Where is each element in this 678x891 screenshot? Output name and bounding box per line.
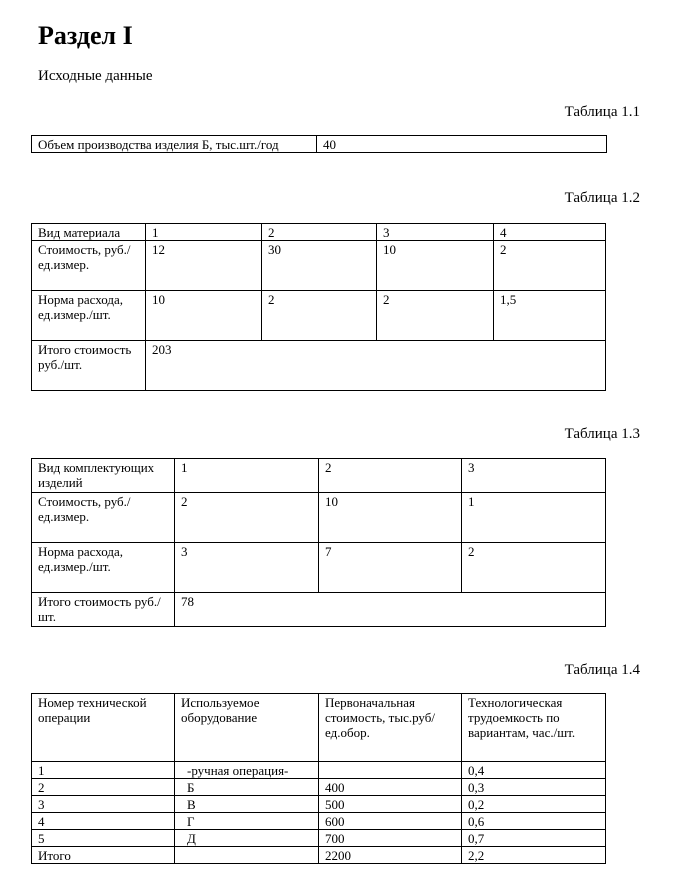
total-labor: 2,2 bbox=[462, 847, 606, 864]
table-cell: 2 bbox=[262, 291, 377, 341]
header-initial-cost: Первоначальная стоимость, тыс.руб/ед.обор. bbox=[319, 694, 462, 762]
row-label: Вид комплектующих изделий bbox=[32, 459, 175, 493]
header-labor-intensity: Технологическая трудоемкость по вариантам, час./шт. bbox=[462, 694, 606, 762]
table-cell: 1 bbox=[146, 224, 262, 241]
row-label: Стоимость, руб./ед.измер. bbox=[32, 493, 175, 543]
total-label: Итого стоимость руб./шт. bbox=[32, 341, 146, 391]
table-row bbox=[32, 459, 606, 493]
table-cell: 30 bbox=[262, 241, 377, 291]
table-row bbox=[32, 796, 606, 813]
section-title: Раздел I bbox=[38, 21, 133, 50]
table-cell: 3 bbox=[175, 543, 319, 593]
initial-cost: 500 bbox=[319, 796, 462, 813]
operation-number: 2 bbox=[32, 779, 175, 796]
table-row bbox=[32, 779, 606, 796]
operation-number: 1 bbox=[32, 762, 175, 779]
production-volume-value: 40 bbox=[317, 136, 607, 153]
initial-cost bbox=[319, 762, 462, 779]
row-label: Норма расхода, ед.измер./шт. bbox=[32, 291, 146, 341]
table-row bbox=[32, 136, 607, 153]
header-equipment: Используемое оборудование bbox=[175, 694, 319, 762]
table-row bbox=[32, 241, 606, 291]
table-cell: 7 bbox=[319, 543, 462, 593]
labor-intensity: 0,4 bbox=[462, 762, 606, 779]
table-cell: 1,5 bbox=[494, 291, 606, 341]
operation-number: 4 bbox=[32, 813, 175, 830]
row-label: Вид материала bbox=[32, 224, 146, 241]
table-1-4-caption: Таблица 1.4 bbox=[564, 662, 640, 678]
table-1-4 bbox=[31, 693, 606, 864]
table-1-3-caption: Таблица 1.3 bbox=[564, 426, 640, 442]
table-1-1 bbox=[31, 135, 607, 153]
table-row bbox=[32, 830, 606, 847]
operation-number: 5 bbox=[32, 830, 175, 847]
table-cell: 2 bbox=[462, 543, 606, 593]
equipment: Б bbox=[175, 779, 319, 796]
table-row bbox=[32, 224, 606, 241]
equipment: В bbox=[175, 796, 319, 813]
initial-cost: 400 bbox=[319, 779, 462, 796]
table-row bbox=[32, 593, 606, 627]
table-row bbox=[32, 543, 606, 593]
row-label: Стоимость, руб./ед.измер. bbox=[32, 241, 146, 291]
operation-number: 3 bbox=[32, 796, 175, 813]
table-cell: 2 bbox=[377, 291, 494, 341]
equipment bbox=[175, 847, 319, 864]
table-1-1-caption: Таблица 1.1 bbox=[564, 104, 640, 120]
table-cell: 2 bbox=[262, 224, 377, 241]
table-cell: 4 bbox=[494, 224, 606, 241]
table-cell: 3 bbox=[462, 459, 606, 493]
table-row bbox=[32, 847, 606, 864]
total-label: Итого bbox=[32, 847, 175, 864]
table-cell: 2 bbox=[494, 241, 606, 291]
table-cell: 3 bbox=[377, 224, 494, 241]
table-cell: 10 bbox=[146, 291, 262, 341]
labor-intensity: 0,2 bbox=[462, 796, 606, 813]
table-cell: 2 bbox=[175, 493, 319, 543]
table-row bbox=[32, 493, 606, 543]
table-cell: 10 bbox=[377, 241, 494, 291]
equipment: -ручная операция- bbox=[175, 762, 319, 779]
table-cell: 10 bbox=[319, 493, 462, 543]
table-1-2-caption: Таблица 1.2 bbox=[564, 190, 640, 206]
table-row bbox=[32, 291, 606, 341]
table-header-row bbox=[32, 694, 606, 762]
subtitle: Исходные данные bbox=[38, 68, 153, 84]
table-1-2 bbox=[31, 223, 606, 391]
initial-cost: 600 bbox=[319, 813, 462, 830]
row-label: Норма расхода, ед.измер./шт. bbox=[32, 543, 175, 593]
table-row bbox=[32, 762, 606, 779]
initial-cost: 700 bbox=[319, 830, 462, 847]
table-cell: 1 bbox=[462, 493, 606, 543]
table-cell: 12 bbox=[146, 241, 262, 291]
table-row bbox=[32, 813, 606, 830]
equipment: Г bbox=[175, 813, 319, 830]
total-label: Итого стоимость руб./шт. bbox=[32, 593, 175, 627]
table-cell: 2 bbox=[319, 459, 462, 493]
total-value: 78 bbox=[175, 593, 606, 627]
equipment: Д bbox=[175, 830, 319, 847]
header-operation-number: Номер технической операции bbox=[32, 694, 175, 762]
total-value: 203 bbox=[146, 341, 606, 391]
labor-intensity: 0,6 bbox=[462, 813, 606, 830]
labor-intensity: 0,3 bbox=[462, 779, 606, 796]
table-1-3 bbox=[31, 458, 606, 627]
total-cost: 2200 bbox=[319, 847, 462, 864]
labor-intensity: 0,7 bbox=[462, 830, 606, 847]
table-row bbox=[32, 341, 606, 391]
production-volume-label: Объем производства изделия Б, тыс.шт./год bbox=[32, 136, 317, 153]
table-cell: 1 bbox=[175, 459, 319, 493]
